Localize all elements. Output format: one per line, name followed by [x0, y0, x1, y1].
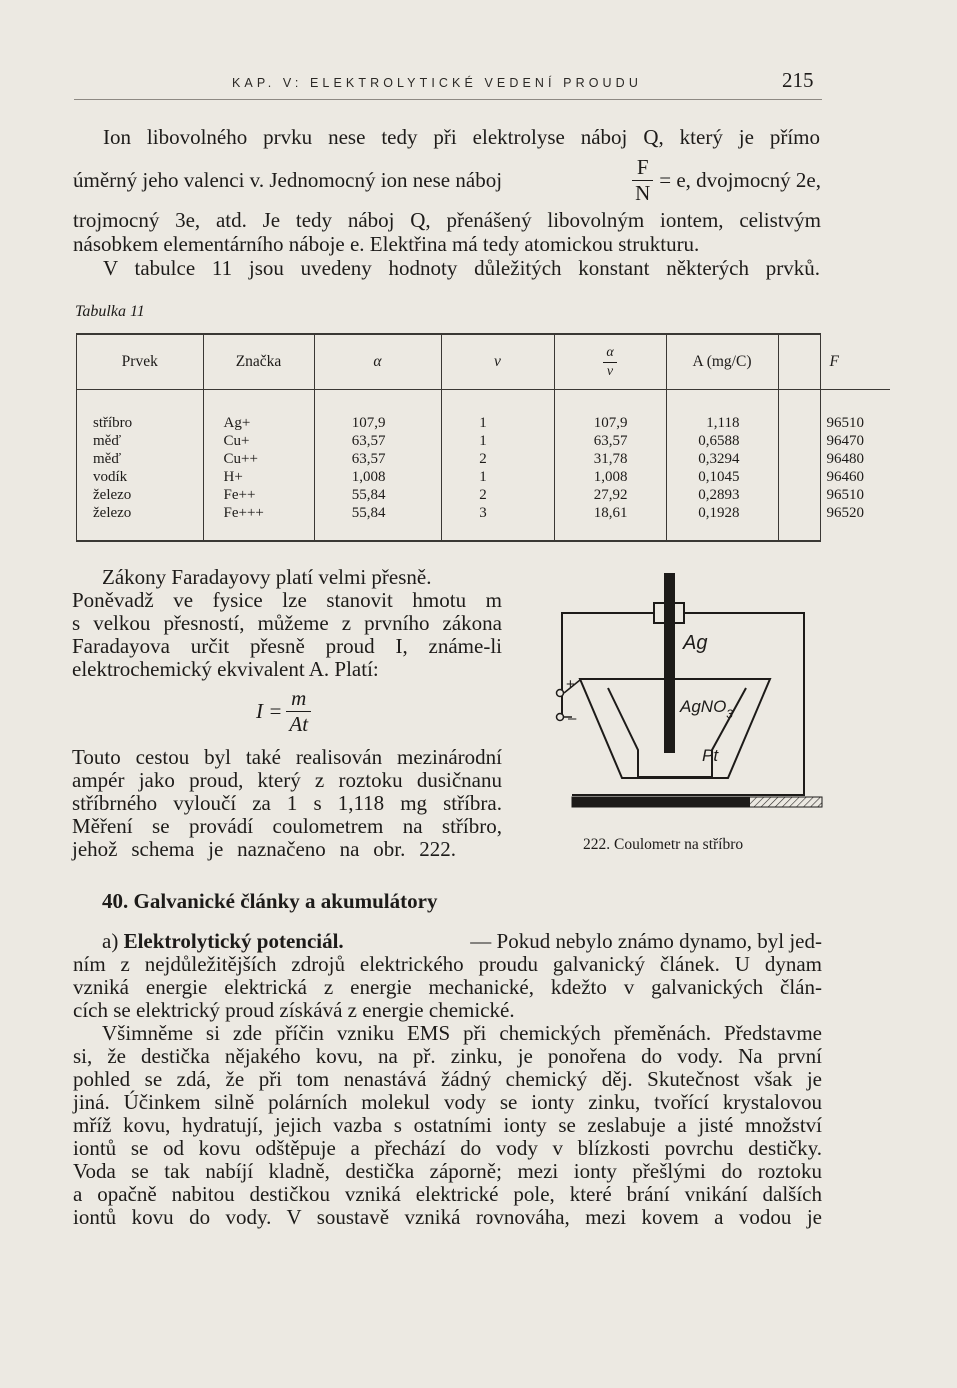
- column-prvek: [77, 390, 203, 541]
- column-valence: [441, 390, 554, 541]
- table-cell: 96510: [826, 487, 864, 503]
- header-fraction-num: α: [606, 344, 614, 360]
- faraday-line-5: elektrochemický ekvivalent A. Platí:: [72, 657, 379, 681]
- table-cell: 1: [479, 469, 487, 485]
- section-p2-line-9: iontů kovu do vody. V soustavě vzniká rovnováha, mezi kovem a vodou je: [73, 1205, 822, 1229]
- running-head: KAP. V: ELEKTROLYTICKÉ VEDENÍ PROUDU: [232, 76, 642, 90]
- section-p1-line-4: cích se elektrický proud získává z energie chemické.: [73, 998, 515, 1022]
- faraday-line-10: jehož schema je naznačeno na obr. 222.: [72, 837, 456, 861]
- formula-current: [256, 688, 311, 735]
- intro-line-3: trojmocný 3e, atd. Je tedy náboj Q, přenášený libovolným iontem, celistvým: [73, 208, 821, 232]
- section-p1-line-2: ním z nejdůležitějších zdrojů elektrického proudu galvanický článek. U dynam: [73, 952, 822, 976]
- table-cell: 2: [479, 451, 487, 467]
- section-heading: 40. Galvanické články a akumulátory: [102, 889, 438, 913]
- section-p1-line-3: vzniká energie elektrická z energie mechanické, kdežto v galvanických člán-: [73, 975, 822, 999]
- section-p1-lead: [102, 930, 344, 953]
- table-cell: 55,84: [351, 487, 386, 503]
- section-p1-line-1: [102, 930, 822, 953]
- table-cell: 96520: [826, 505, 864, 521]
- table-cell: 3: [479, 505, 487, 521]
- column-alpha-over-v: [554, 390, 666, 541]
- fraction-f-over-n: [632, 154, 653, 205]
- faraday-line-7: ampér jako proud, který z roztoku dusičnanu: [72, 768, 502, 792]
- table-cell: měď: [93, 433, 122, 449]
- table-cell: 63,57: [351, 451, 386, 467]
- coulometer-diagram: [550, 565, 832, 825]
- faraday-line-9: Měření se provádí coulometrem na stříbro,: [72, 814, 502, 838]
- table-cell: Ag+: [223, 415, 251, 431]
- table-cell: 0,2893: [698, 487, 740, 503]
- table-cell: Fe+++: [223, 505, 264, 521]
- header-f: F: [778, 335, 890, 390]
- table-cell: 1: [479, 415, 487, 431]
- faraday-line-3: s velkou přesností, můžeme z prvního zákona: [72, 611, 502, 635]
- p1-bold-title: Elektrolytický potenciál.: [123, 929, 344, 953]
- table-cell: stříbro: [93, 415, 133, 431]
- label-pt: Pt: [702, 746, 719, 765]
- faraday-line-6: Touto cestou byl také realisován mezinárodní: [72, 745, 502, 769]
- section-p2-line-8: a opačně nabitou destičkou vzniká elektrické pole, které brání vnikání dalších: [73, 1182, 822, 1206]
- table-cell: Cu+: [223, 433, 250, 449]
- table-cell: 31,78: [593, 451, 628, 467]
- header-fraction-den: v: [603, 362, 616, 379]
- table-cell: 0,1045: [698, 469, 740, 485]
- table-cell: 96480: [826, 451, 864, 467]
- base-plate-solid: [572, 797, 750, 807]
- table-cell: 96470: [826, 433, 864, 449]
- header-znacka: Značka: [203, 335, 314, 390]
- formula-denominator: At: [286, 711, 311, 735]
- table-cell: železo: [93, 505, 132, 521]
- table-cell: 63,57: [593, 433, 628, 449]
- faraday-line-2: Poněvadž ve fysice lze stanovit hmotu m: [72, 588, 502, 612]
- header-rule: [74, 99, 822, 100]
- table-cell: Fe++: [223, 487, 256, 503]
- column-f: [778, 390, 890, 541]
- header-alpha-over-v: [554, 335, 666, 390]
- table-cell: 1,008: [593, 469, 628, 485]
- column-znacka: [203, 390, 314, 541]
- table-cell: 27,92: [593, 487, 628, 503]
- label-ag: Ag: [683, 632, 708, 654]
- intro-line-4: násobkem elementárního náboje e. Elektřina má tedy atomickou strukturu.: [73, 232, 700, 256]
- intro-line-2-text-b: = e, dvojmocný 2e,: [659, 167, 821, 192]
- figure-caption: 222. Coulometr na stříbro: [583, 836, 744, 853]
- wire-left: [562, 613, 654, 720]
- p1-rest: — Pokud nebylo známo dynamo, byl jed-: [470, 929, 822, 953]
- formula-lhs: I =: [256, 699, 283, 723]
- table-cell: železo: [93, 487, 132, 503]
- table-cell: 55,84: [351, 505, 386, 521]
- section-p2-line-7: Voda se tak nabíjí kladně, destička záporně; mezi ionty přešlými do roztoku: [73, 1159, 822, 1183]
- terminal-minus: [557, 714, 564, 721]
- table-cell: 1,008: [351, 469, 386, 485]
- header-valence: v: [441, 335, 554, 390]
- table-cell: 63,57: [351, 433, 386, 449]
- section-p2-line-2: si, že destička nějakého kovu, na př. zinku, je ponořena do vody. Na první: [73, 1044, 822, 1068]
- table-cell: 1,118: [706, 415, 740, 431]
- intro-line-2-text-a: úměrný jeho valenci v. Jednomocný ion nese náboj: [73, 167, 503, 192]
- intro-line-5: V tabulce 11 jsou uvedeny hodnoty důležitých konstant některých prvků.: [103, 256, 820, 280]
- label-agno3: [679, 697, 733, 721]
- table-cell: 96510: [826, 415, 864, 431]
- section-p2-line-6: iontů se od kovu odštěpuje a přechází do vody v blízkosti povrchu destičky.: [73, 1136, 822, 1160]
- column-alpha: [314, 390, 441, 541]
- table-caption: Tabulka 11: [75, 303, 145, 320]
- data-table: [76, 333, 864, 542]
- table-cell: 2: [479, 487, 487, 503]
- intro-line-1: Ion libovolného prvku nese tedy při elektrolyse náboj Q, který je přímo: [103, 125, 820, 149]
- table-cell: 0,6588: [698, 433, 740, 449]
- faraday-line-4: Faradayova určit přesně proud I, známe-li: [72, 634, 502, 658]
- table-cell: 0,1928: [698, 505, 740, 521]
- label-plus: +: [566, 676, 575, 693]
- faraday-line-1: Zákony Faradayovy platí velmi přesně.: [102, 565, 432, 589]
- fraction-denominator: N: [632, 180, 653, 204]
- table-cell: 96460: [826, 469, 864, 485]
- table-cell: H+: [223, 469, 243, 485]
- table-cell: 18,61: [593, 505, 628, 521]
- p1-prefix: a): [102, 929, 124, 953]
- formula-numerator: m: [291, 686, 307, 710]
- page-number: 215: [782, 68, 814, 92]
- table-body: [77, 390, 890, 541]
- header-a-mg-c: A (mg/C): [666, 335, 778, 390]
- formula-fraction: [286, 688, 311, 735]
- table-cell: 107,9: [351, 415, 386, 431]
- table-cell: vodík: [93, 469, 128, 485]
- silver-rod: [664, 573, 675, 753]
- fraction-numerator: F: [636, 154, 649, 179]
- table-cell: 107,9: [593, 415, 628, 431]
- terminal-plus: [557, 690, 564, 697]
- label-agno3-sub: 3: [726, 707, 733, 721]
- header-fraction: [603, 346, 616, 379]
- intro-line-2-formula: [632, 154, 821, 205]
- label-agno3-main: AgNO: [680, 697, 727, 716]
- section-p2-line-4: jiná. Účinkem silně polárních molekul vody se ionty zinku, tvořící krystalovou: [73, 1090, 822, 1114]
- intro-line-2: [73, 154, 821, 205]
- column-a-mg-c: [666, 390, 778, 541]
- label-minus: –: [568, 710, 577, 727]
- section-p2-line-3: pohled se zdá, že při tom nenastává žádný chemický děj. Skutečnost však je: [73, 1067, 822, 1091]
- header-prvek: Prvek: [77, 335, 203, 390]
- table-cell: 1: [479, 433, 487, 449]
- table-cell: Cu++: [223, 451, 258, 467]
- faraday-line-8: stříbrného vyloučí za 1 s 1,118 mg stříbra.: [72, 791, 502, 815]
- table-header-row: [77, 335, 890, 390]
- header-alpha: α: [314, 335, 441, 390]
- table-cell: měď: [93, 451, 122, 467]
- section-p2-line-5: mříž kovu, hydratují, jejich vazba s ostatními ionty se zeslabuje a jisté množství: [73, 1113, 822, 1137]
- section-p2-line-1: Všimněme si zde příčin vzniku EMS při chemických přeměnách. Představme: [102, 1021, 822, 1045]
- table-cell: 0,3294: [698, 451, 740, 467]
